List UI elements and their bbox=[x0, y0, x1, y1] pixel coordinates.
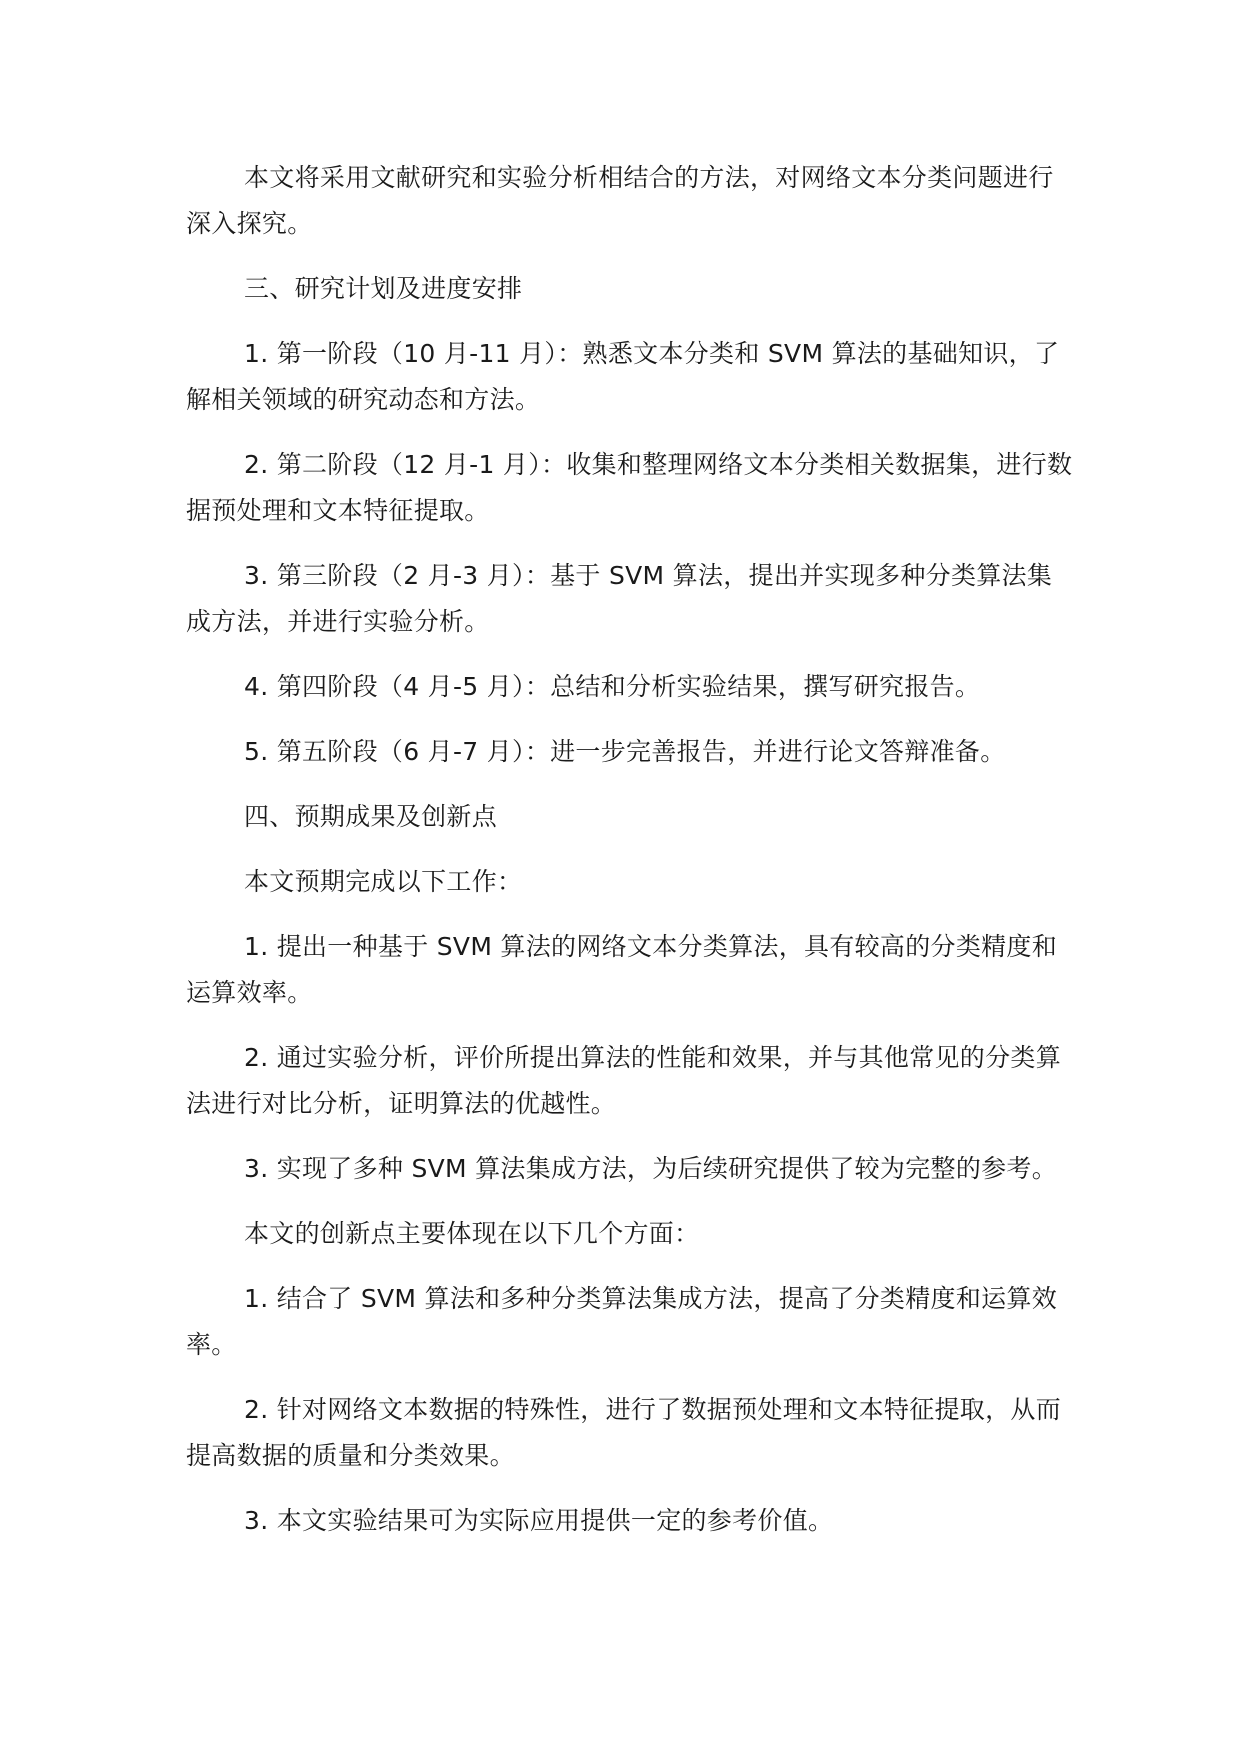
innovation-item-1: 1. 结合了 SVM 算法和多种分类算法集成方法，提高了分类精度和运算效率。 bbox=[186, 1284, 1058, 1359]
plan-stage-1: 1. 第一阶段（10 月-11 月）：熟悉文本分类和 SVM 算法的基础知识，了解相关领域的研究动态和方法。 bbox=[186, 339, 1060, 414]
plan-stage-3: 3. 第三阶段（2 月-3 月）：基于 SVM 算法，提出并实现多种分类算法集成方法，并进行实验分析。 bbox=[186, 561, 1053, 636]
expected-item-1: 1. 提出一种基于 SVM 算法的网络文本分类算法，具有较高的分类精度和运算效率。 bbox=[186, 932, 1058, 1007]
paragraph-method: 本文将采用文献研究和实验分析相结合的方法，对网络文本分类问题进行深入探究。 bbox=[186, 163, 1054, 238]
paragraph-expected-intro: 本文预期完成以下工作： bbox=[244, 867, 523, 896]
plan-stage-5: 5. 第五阶段（6 月-7 月）：进一步完善报告，并进行论文答辩准备。 bbox=[244, 737, 1006, 766]
expected-item-3: 3. 实现了多种 SVM 算法集成方法，为后续研究提供了较为完整的参考。 bbox=[244, 1154, 1058, 1183]
innovation-item-2: 2. 针对网络文本数据的特殊性，进行了数据预处理和文本特征提取，从而提高数据的质量和分类效果。 bbox=[186, 1395, 1062, 1470]
heading-expected-results: 四、预期成果及创新点 bbox=[244, 802, 498, 831]
paragraph-innovation-intro: 本文的创新点主要体现在以下几个方面： bbox=[244, 1219, 700, 1248]
innovation-item-3: 3. 本文实验结果可为实际应用提供一定的参考价值。 bbox=[244, 1506, 834, 1535]
heading-research-plan: 三、研究计划及进度安排 bbox=[244, 274, 523, 303]
plan-stage-2: 2. 第二阶段（12 月-1 月）：收集和整理网络文本分类相关数据集，进行数据预处理和文本特征提取。 bbox=[186, 450, 1073, 525]
plan-stage-4: 4. 第四阶段（4 月-5 月）：总结和分析实验结果，撰写研究报告。 bbox=[244, 672, 981, 701]
document-body bbox=[186, 155, 1076, 1563]
expected-item-2: 2. 通过实验分析，评价所提出算法的性能和效果，并与其他常见的分类算法进行对比分析，证明算法的优越性。 bbox=[186, 1043, 1062, 1118]
